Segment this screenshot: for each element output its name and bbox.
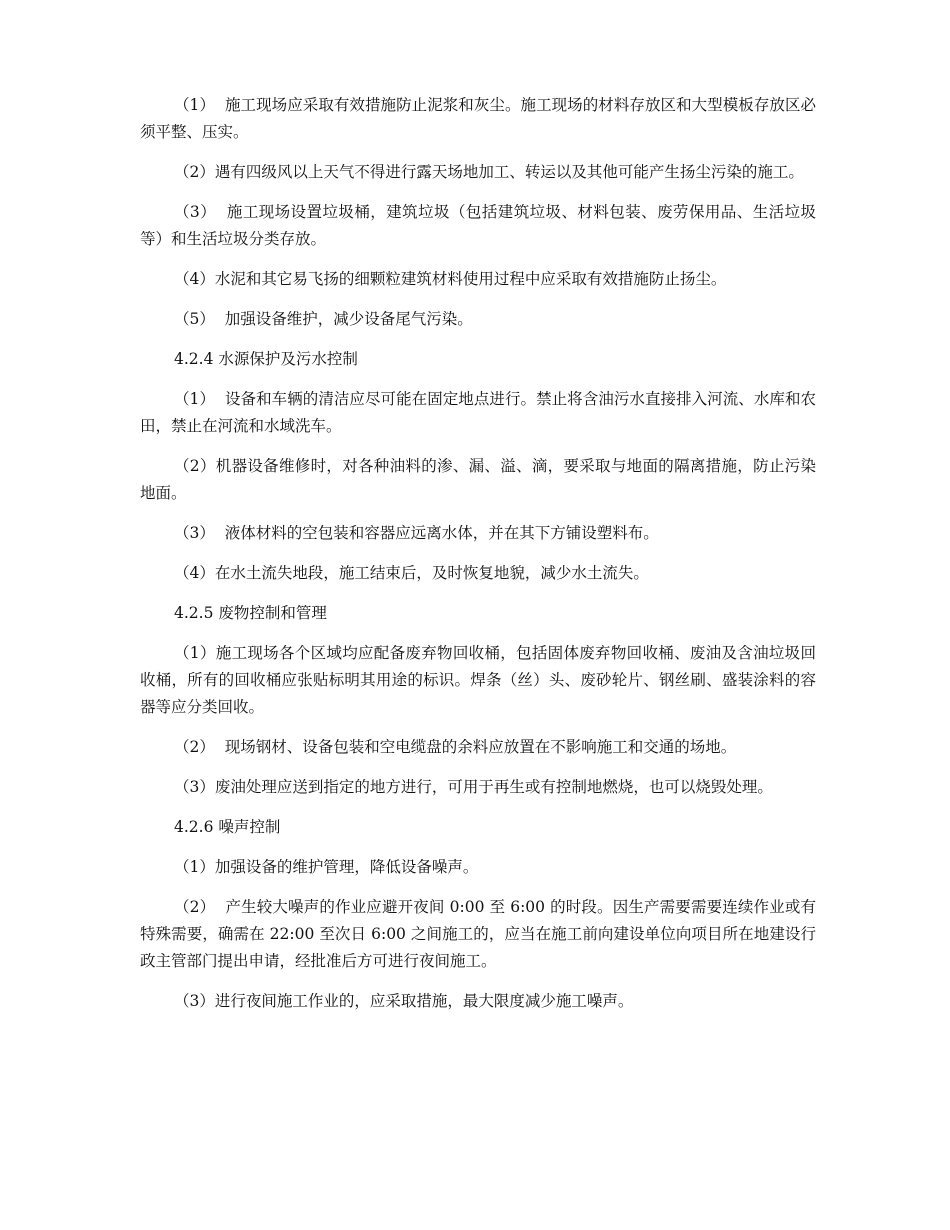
- section-heading-water: 4.2.4 水源保护及污水控制: [174, 350, 358, 368]
- paragraph-noise-3: （3）进行夜间施工作业的，应采取措施，最大限度减少施工噪声。: [174, 992, 634, 1010]
- paragraph-water-1: （1） 设备和车辆的清洁应尽可能在固定地点进行。禁止将含油污水直接排入河流、水库和农田，禁止在河流和水域洗车。: [140, 390, 816, 435]
- section-heading-waste: 4.2.5 废物控制和管理: [174, 604, 327, 622]
- paragraph-dust-5: （5） 加强设备维护，减少设备尾气污染。: [174, 310, 473, 328]
- paragraph-waste-1: （1）施工现场各个区域均应配备废弃物回收桶，包括固体废弃物回收桶、废油及含油垃圾回收桶，所有的回收桶应张贴标明其用途的标识。焊条（丝）头、废砂轮片、钢丝刷、盛装涂料的容器等应分类回收。: [140, 644, 816, 716]
- paragraph-water-4: （4）在水土流失地段，施工结束后，及时恢复地貌，减少水土流失。: [174, 564, 649, 582]
- paragraph-dust-4: （4）水泥和其它易飞扬的细颗粒建筑材料使用过程中应采取有效措施防止扬尘。: [174, 270, 727, 288]
- paragraph-noise-1: （1）加强设备的维护管理，降低设备噪声。: [174, 858, 479, 876]
- paragraph-dust-2: （2）遇有四级风以上天气不得进行露天场地加工、转运以及其他可能产生扬尘污染的施工。: [174, 163, 804, 181]
- paragraph-noise-2: （2） 产生较大噪声的作业应避开夜间 0:00 至 6:00 的时段。因生产需要需要连续作业或有特殊需要，确需在 22:00 至次日 6:00 之间施工的，应当在施工前向建设单位向项目所在地建设行政主管部门提出申请，经批准后方可进行夜间施工。: [140, 898, 816, 970]
- document-page: [140, 92, 816, 1028]
- paragraph-waste-3: （3）废油处理应送到指定的地方进行，可用于再生或有控制地燃烧，也可以烧毁处理。: [174, 778, 773, 796]
- paragraph-dust-1: （1） 施工现场应采取有效措施防止泥浆和灰尘。施工现场的材料存放区和大型模板存放区必须平整、压实。: [140, 96, 816, 141]
- paragraph-dust-3: （3） 施工现场设置垃圾桶，建筑垃圾（包括建筑垃圾、材料包装、废劳保用品、生活垃圾等）和生活垃圾分类存放。: [140, 203, 816, 248]
- paragraph-water-3: （3） 液体材料的空包装和容器应远离水体，并在其下方铺设塑料布。: [174, 524, 659, 542]
- section-heading-noise: 4.2.6 噪声控制: [174, 818, 281, 836]
- paragraph-water-2: （2）机器设备维修时，对各种油料的渗、漏、溢、滴，要采取与地面的隔离措施，防止污染地面。: [140, 457, 816, 502]
- paragraph-waste-2: （2） 现场钢材、设备包装和空电缆盘的余料应放置在不影响施工和交通的场地。: [174, 738, 737, 756]
